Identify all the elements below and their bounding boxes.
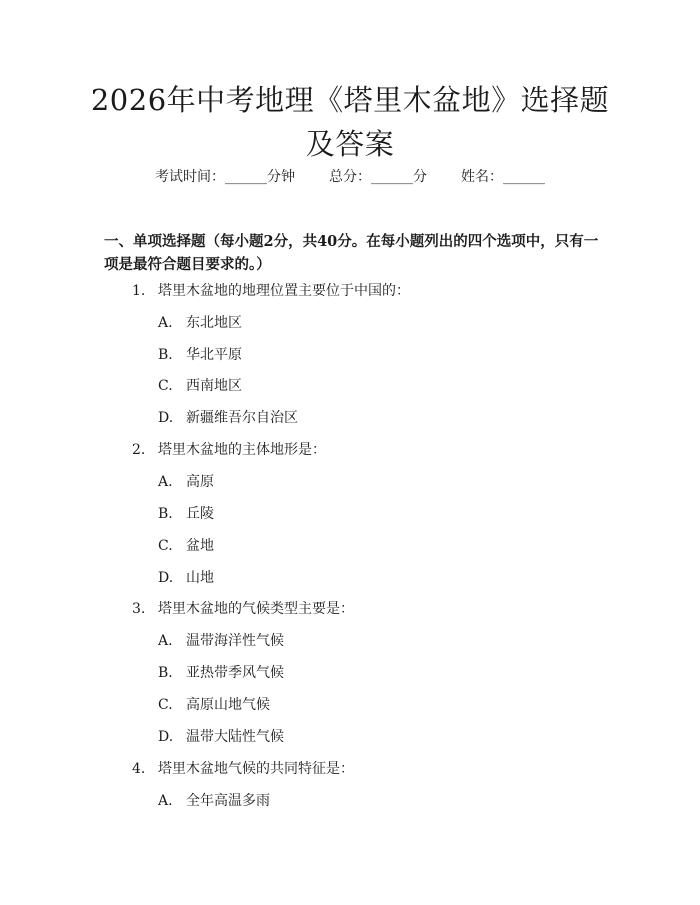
option-text: 高原 bbox=[186, 474, 214, 490]
question-text: 塔里木盆地的气候类型主要是： bbox=[158, 601, 354, 617]
option-text: 高原山地气候 bbox=[186, 697, 270, 713]
option-text: 新疆维吾尔自治区 bbox=[186, 410, 298, 426]
option-text: 全年高温多雨 bbox=[186, 793, 270, 809]
question-1-option-c bbox=[158, 376, 242, 396]
option-text: 盆地 bbox=[186, 538, 214, 554]
option-text: 东北地区 bbox=[186, 315, 242, 331]
option-letter: B. bbox=[158, 506, 173, 522]
option-letter: A. bbox=[158, 315, 173, 331]
question-3-option-c bbox=[158, 695, 270, 715]
section-heading: 一、单项选择题（每小题2分，共40分。在每小题列出的四个选项中，只有一项是最符合题目要求的。） bbox=[104, 233, 599, 273]
option-text: 华北平原 bbox=[186, 347, 242, 363]
option-letter: A. bbox=[158, 474, 173, 490]
question-1-option-a bbox=[158, 313, 242, 333]
option-letter: A. bbox=[158, 633, 173, 649]
question-4-option-a bbox=[158, 791, 270, 811]
option-letter: D. bbox=[158, 410, 174, 426]
question-2-option-b bbox=[158, 504, 214, 524]
question-1 bbox=[132, 281, 410, 301]
option-letter: A. bbox=[158, 793, 173, 809]
question-3-option-d bbox=[158, 727, 284, 747]
exam-info-line bbox=[0, 166, 700, 188]
question-text: 塔里木盆地气候的共同特征是： bbox=[158, 761, 354, 777]
question-3-option-a bbox=[158, 631, 284, 651]
option-letter: B. bbox=[158, 347, 173, 363]
question-2 bbox=[132, 440, 326, 460]
question-number: 1. bbox=[132, 283, 146, 299]
question-1-option-b bbox=[158, 345, 242, 365]
student-name-field: 姓名：______ bbox=[461, 169, 545, 185]
question-4 bbox=[132, 759, 354, 779]
exam-time-field: 考试时间：______分钟 bbox=[155, 169, 295, 185]
option-text: 山地 bbox=[186, 570, 214, 586]
question-2-option-d bbox=[158, 568, 214, 588]
option-letter: C. bbox=[158, 697, 173, 713]
option-text: 温带海洋性气候 bbox=[186, 633, 284, 649]
question-3 bbox=[132, 599, 354, 619]
question-text: 塔里木盆地的地理位置主要位于中国的： bbox=[158, 283, 410, 299]
question-number: 3. bbox=[132, 601, 146, 617]
option-letter: D. bbox=[158, 570, 174, 586]
option-text: 丘陵 bbox=[186, 506, 214, 522]
option-text: 亚热带季风气候 bbox=[186, 665, 284, 681]
question-2-option-c bbox=[158, 536, 214, 556]
option-text: 温带大陆性气候 bbox=[186, 729, 284, 745]
question-3-option-b bbox=[158, 663, 284, 683]
option-letter: B. bbox=[158, 665, 173, 681]
option-text: 西南地区 bbox=[186, 378, 242, 394]
question-1-option-d bbox=[158, 408, 298, 428]
question-2-option-a bbox=[158, 472, 214, 492]
option-letter: D. bbox=[158, 729, 174, 745]
option-letter: C. bbox=[158, 538, 173, 554]
document-title: 2026年中考地理《塔里木盆地》选择题及答案 bbox=[90, 83, 610, 161]
option-letter: C. bbox=[158, 378, 173, 394]
question-number: 2. bbox=[132, 442, 146, 458]
total-score-field: 总分：______分 bbox=[329, 169, 427, 185]
question-number: 4. bbox=[132, 761, 146, 777]
question-text: 塔里木盆地的主体地形是： bbox=[158, 442, 326, 458]
